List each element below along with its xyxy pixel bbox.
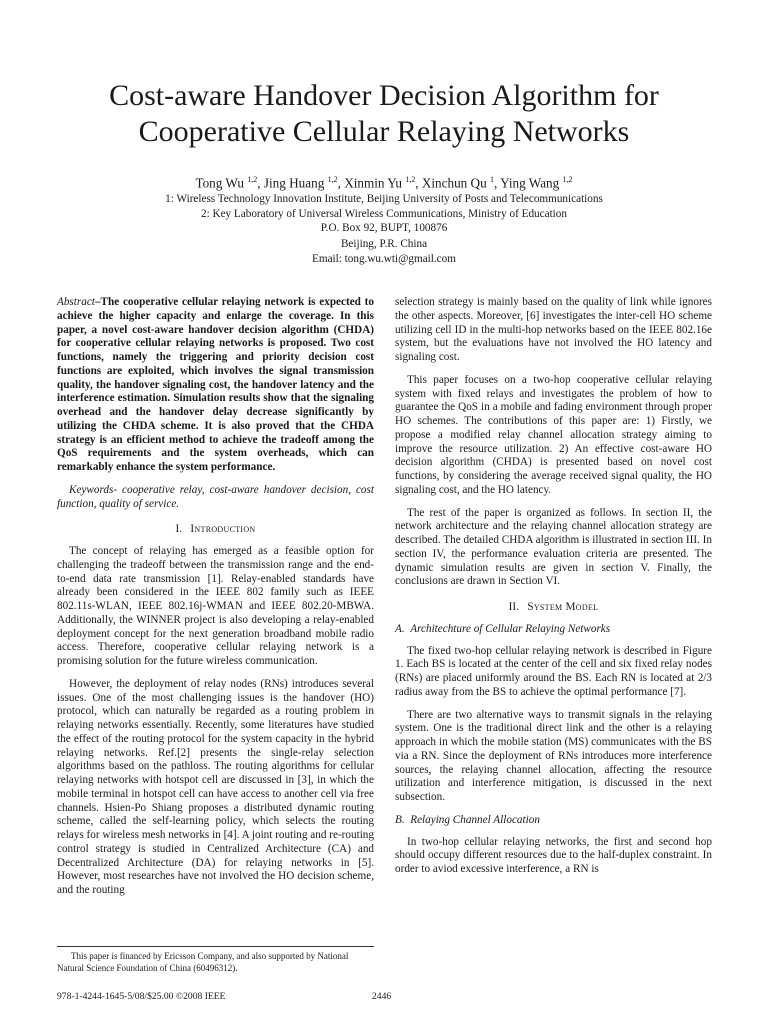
page-number: 2446 xyxy=(372,991,392,1002)
contact-email: Email: tong.wu.wti@gmail.com xyxy=(312,253,456,265)
author-affil-mark: 1 xyxy=(489,175,494,184)
section-heading-system-model xyxy=(395,601,712,615)
title-line-2: Cooperative Cellular Relaying Networks xyxy=(138,115,630,148)
paper-title xyxy=(0,78,768,150)
right-column xyxy=(395,296,712,886)
channel-allocation-paragraph-1: In two-hop cellular relaying networks, the first and second hop should occupy different resources due to the half-duplex constraint. In order to aviod excessive interference, a RN is xyxy=(395,835,712,875)
author-affil-mark: 1,2 xyxy=(562,175,573,184)
postal-address: P.O. Box 92, BUPT, 100876 xyxy=(320,222,448,234)
section-number: II. xyxy=(508,601,519,613)
abstract-body: –The cooperative cellular relaying network is expected to achieve the higher capacity and enlarge the coverage. In this paper, a novel cost-aware handover decision algorithm (CHDA) for cooperative cellular relaying networks is proposed. Two cost functions, namely the triggering and priority decision cost functions are exploited, which involves the signal transmission quality, the handover signaling cost, the handover latency and the interference estimation. Simulation results show that the signaling overhead and the handover delay decrease significantly by utilizing the CHDA scheme. It is also proved that the CHDA strategy is an efficient method to achieve the tradeoff among the QoS requirements and the system overheads, which can remarkably enhance the system performance. xyxy=(57,296,374,473)
subsection-heading-architecture xyxy=(395,623,712,637)
funding-footnote: This paper is financed by Ericsson Company, and also supported by National Natural Science Foundation of China (60496312). xyxy=(57,951,349,973)
subsection-title: Relaying Channel Allocation xyxy=(410,813,540,826)
abstract-lead: Abstract xyxy=(57,296,95,308)
author-affil-mark: 1,2 xyxy=(405,175,416,184)
intro-paragraph-4: This paper focuses on a two-hop cooperative cellular relaying system with fixed relays and investigates the problem of how to guarantee the QoS in a mobile and fading environment through proper HO schemes. The contributions of this paper are: 1) Firstly, we propose a modified relay channel allocation strategy aiming to improve the resource utilization. 2) An effective cost-aware HO decision algorithm (CHDA) is presented based on novel cost functions, by considering the average received signal quality, the HO signaling cost, and the HO latency. xyxy=(395,373,712,496)
subsection-label: A. xyxy=(395,622,405,635)
abstract xyxy=(57,296,374,475)
affiliation-1: 1: Wireless Technology Innovation Institute, Beijing University of Posts and Telecommunications xyxy=(165,193,603,205)
intro-paragraph-5: The rest of the paper is organized as follows. In section II, the network architecture and the relaying channel allocation strategy are described. The detailed CHDA algorithm is illustrated in section III. In section IV, the performance evaluation criteria are presented. The dynamic simulation results are given in section V. Finally, the conclusions are drawn in Section VI. xyxy=(395,506,712,588)
system-model-paragraph-1: The fixed two-hop cellular relaying network is described in Figure 1. Each BS is located at the center of the cell and six fixed relay nodes (RNs) are placed uniformly around the BS. Each RN is located at 2/3 radius away from the BS to achieve the optimal performance [7]. xyxy=(395,644,712,698)
subsection-title: Architechture of Cellular Relaying Networks xyxy=(410,622,611,635)
section-title: Introduction xyxy=(190,523,256,536)
author-name: Jing Huang xyxy=(263,175,325,191)
title-line-1: Cost-aware Handover Decision Algorithm for xyxy=(109,79,659,112)
keywords: Keywords- cooperative relay, cost-aware handover decision, cost function, quality of service. xyxy=(57,483,374,510)
author-affil-mark: 1,2 xyxy=(327,175,338,184)
author-affil-mark: 1,2 xyxy=(247,175,258,184)
city-country: Beijing, P.R. China xyxy=(340,238,428,250)
system-model-paragraph-2: There are two alternative ways to transmit signals in the relaying system. One is the traditional direct link and the other is a relaying approach in which the mobile station (MS) communicates with the BS via a RN. Since the deployment of RNs introduces more interference sources, the relaying channel allocation, affecting the resource utilization and interference mitigation, is discussed in the next subsection. xyxy=(395,708,712,803)
author-name: Tong Wu xyxy=(195,175,244,191)
author-name: Xinmin Yu xyxy=(344,175,402,191)
author-name: Xinchun Qu xyxy=(421,175,487,191)
intro-paragraph-2: However, the deployment of relay nodes (RNs) introduces several issues. One of the most challenging issues is the handover (HO) protocol, which can naturally be regarded as a routing problem in relaying networks essentially. Recently, some literatures have studied the effect of the routing protocol for the system capacity in the hybrid relaying networks. Ref.[2] presents the single-relay selection algorithms based on the pathloss. The routing algorithms for cellular relaying networks with hotspot cell are discussed in [3], in which the mobile terminal in hotspot cell can have access to another cell via free channels. Hsien-Po Shiang proposes a distributed dynamic routing scheme, called the self-learning policy, which selects the routing relays for wireless mesh networks in [4]. A joint routing and re-routing control strategy is studied in Centralized Architecture (CA) and Decentralized Architecture (DA) for relaying networks in [5]. However, most researches have not involved the HO decision scheme, and the routing xyxy=(57,677,374,896)
section-number: I. xyxy=(175,523,183,536)
subsection-label: B. xyxy=(395,813,405,826)
left-column xyxy=(57,296,374,907)
section-heading-introduction xyxy=(57,523,374,537)
intro-paragraph-3: selection strategy is mainly based on the quality of link while ignores the other aspects. Moreover, [6] investigates the inter-cell HO scheme utilizing cell ID in the multi-hop networks based on the IEEE 802.16e system, but the evaluations have not involved the HO latency and signaling cost. xyxy=(395,296,712,363)
author-list: Tong Wu $^{1,2}$, Jing Huang $^{1,2}$, Xinmin Yu $^{1,2}$, Xinchun Qu $^1$, Ying Wang $^{1,2}$ xyxy=(195,175,573,191)
author-name: Ying Wang xyxy=(500,175,560,191)
affiliation-2: 2: Key Laboratory of Universal Wireless Communications, Ministry of Education xyxy=(201,208,567,220)
intro-paragraph-1: The concept of relaying has emerged as a feasible option for challenging the tradeoff between the transmission range and the end-to-end data rate transmission [1]. Relay-enabled standards have already been considered in the IEEE 802 family such as IEEE 802.11s-WLAN, IEEE 802.16j-WMAN and IEEE 802.20-MBWA. Additionally, the WINNER project is also developing a relay-enabled deployment concept for the next generation broadband mobile radio access. Therefore, cooperative cellular relaying network is a promising solution for the future wireless communication. xyxy=(57,545,374,667)
subsection-heading-channel-allocation xyxy=(395,814,712,828)
copyright-line: 978-1-4244-1645-5/08/$25.00 ©2008 IEEE xyxy=(57,991,226,1002)
section-title: System Model xyxy=(527,601,599,613)
footnote-divider xyxy=(57,946,374,947)
